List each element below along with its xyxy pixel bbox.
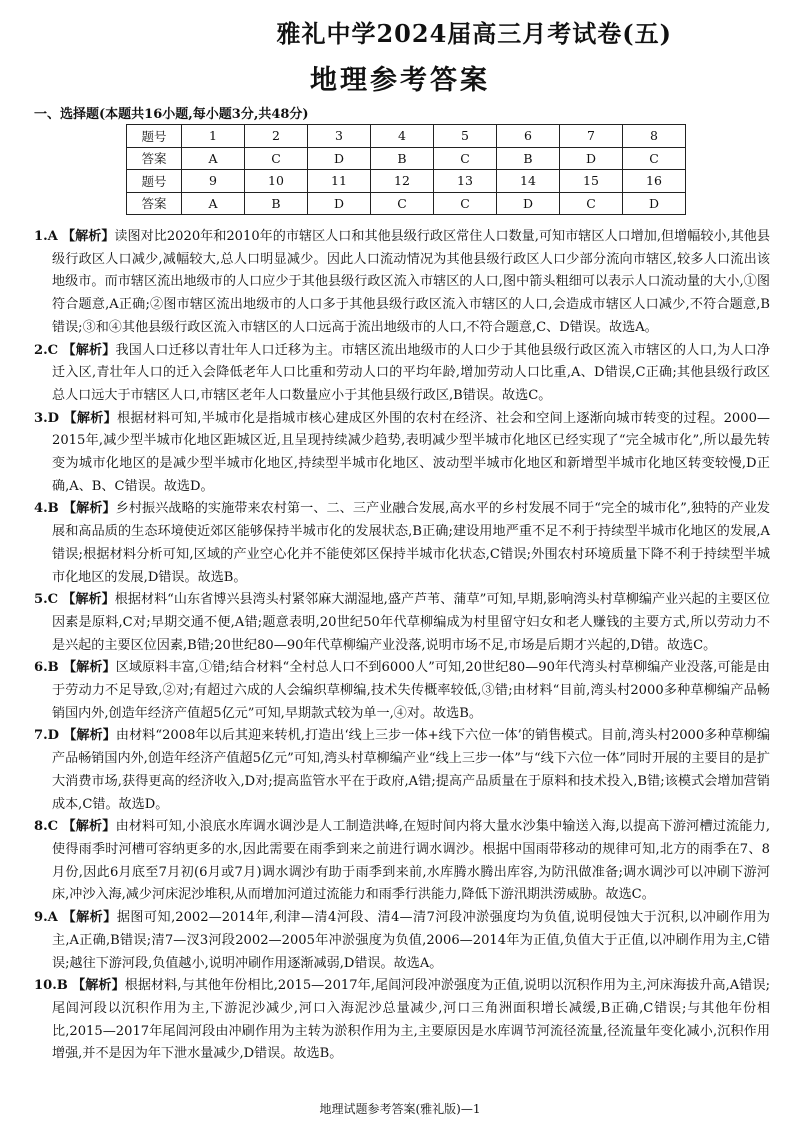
table-cell: 12 [371, 170, 434, 193]
question-number: 6.B [34, 660, 59, 676]
table-cell: C [371, 192, 434, 215]
explanation-text: 乡村振兴战略的实施带来农村第一、二、三产业融合发展,高水平的乡村发展不同于“完全的城市化”,独特的产业发展和高品质的生态环境使近郊区能够保持半城市化的发展状态,B正确;建设用地严重不足不利于持续型半城市化地区的发展,A错误;根据材料分析可知,区域的产业空心化并不能使郊区保持半城市化状态,C错误;外围农村环境质量下降不利于持续型半城市化地区的发展,D错误。故选B。 [52, 501, 770, 585]
explanation-item [34, 340, 770, 408]
analysis-tag: 【解析】 [63, 410, 118, 426]
explanation-text: 我国人口迁移以青壮年人口迁移为主。市辖区流出地级市的人口少于其他县级行政区流入市辖区的人口,为人口净迁入区,青壮年人口的迁入会降低老年人口比重和劳动人口的平均年龄,增加劳动人口比重,A、D错误,C正确;其他县级行政区总人口远大于市辖区人口,市辖区老年人口数量应小于其他县级行政区,B错误。故选C。 [52, 342, 770, 403]
table-cell: 15 [560, 170, 623, 193]
table-row [127, 192, 686, 215]
question-number: 7.D [34, 728, 60, 744]
question-number: 4.B [34, 501, 59, 517]
table-cell: 10 [245, 170, 308, 193]
explanation-text: 由材料可知,小浪底水库调水调沙是人工制造洪峰,在短时间内将大量水沙集中输送入海,以提高下游河槽过流能力,使得雨季时河槽可容纳更多的水,因此需要在雨季到来之前进行调水调沙。根据中国雨带移动的规律可知,北方的雨季在7、8月份,因此6月底至7月初(6月或7月)调水调沙有助于雨季到来前,水库腾水腾出库容,为防汛做准备;调水调沙可以冲刷下游河床,冲沙入海,减少河床泥沙堆积,从而增加河道过流能力和雨季行洪能力,降低下游汛期洪涝威胁。故选C。 [52, 819, 771, 903]
analysis-tag: 【解析】 [62, 229, 115, 244]
explanation-text: 根据材料可知,半城市化是指城市核心建成区外围的农村在经济、社会和空间上逐渐向城市转变的过程。2000—2015年,减少型半城市化地区距城区近,且呈现持续减少趋势,表明减少型半城市化地区已经实现了“完全城市化”,所以最先转变为城市化地区的是减少型半城市化地区,持续型半城市化地区、波动型半城市化地区和新增型半城市化地区转变较慢,D正确,A、B、C错误。故选D。 [52, 410, 771, 494]
table-cell: 4 [371, 125, 434, 148]
table-cell: C [434, 147, 497, 170]
table-row [127, 125, 686, 148]
analysis-tag: 【解析】 [62, 342, 116, 358]
explanation-item [34, 589, 770, 657]
explanation-text: 区域原料丰富,①错;结合材料“全村总人口不到6000人”可知,20世纪80—90年代湾头村草柳编产业没落,可能是由于劳动力不足导致,②对;有超过六成的人会编织草柳编,技术失传概率较低,③错;由材料“目前,湾头村2000多种草柳编产品畅销国内外,创造年经济产值超5亿元”可知,早期款式较为单一,④对。故选B。 [52, 660, 770, 721]
table-cell: C [245, 147, 308, 170]
explanation-item [34, 907, 770, 975]
table-cell: B [497, 147, 560, 170]
table-cell: C [623, 147, 686, 170]
explanation-text: 由材料“2008年以后其迎来转机,打造出‘线上三步一体+线下六位一体’的销售模式。目前,湾头村2000多种草柳编产品畅销国内外,创造年经济产值超5亿元”可知,湾头村草柳编产业“线上三步一体”与“线下六位一体”同时开展的主要目的是扩大消费市场,获得更高的经济收入,D对;提高监管水平在于政府,A错;提高产品质量在于原料和技术投入,B错;该模式会增加营销成本,C错。故选D。 [52, 728, 770, 812]
question-number: 2.C [34, 342, 59, 358]
table-cell: B [245, 192, 308, 215]
table-cell: 8 [623, 125, 686, 148]
explanation-text: 据图可知,2002—2014年,利津—清4河段、清4—清7河段冲淤强度均为负值,说明侵蚀大于沉积,以冲刷作用为主,A正确,B错误;清7—汊3河段2002—2005年冲淤强度为负值,2006—2014年为正值,负值大于正值,以冲刷作用为主,C错误;越往下游河段,负值越小,说明冲刷作用逐渐减弱,D错误。故选A。 [52, 910, 771, 971]
table-cell: A [182, 147, 245, 170]
table-cell: A [182, 192, 245, 215]
explanation-item [34, 408, 770, 499]
table-row [127, 147, 686, 170]
explanation-item [34, 975, 770, 1066]
analysis-tag: 【解析】 [62, 592, 115, 608]
table-cell: C [434, 192, 497, 215]
question-number: 3.D [34, 410, 60, 426]
explanation-text: 根据材料“山东省博兴县湾头村紧邻麻大湖湿地,盛产芦苇、蒲草”可知,早期,影响湾头村草柳编产业兴起的主要区位因素是原料,C对;早期交通不便,A错;题意表明,20世纪50年代草柳编成为村里留守妇女和老人赚钱的主要方式,所以劳动力不是兴起的主要区位因素,B错;20世纪80—90年代草柳编产业没落,说明市场不足,市场是后期才兴起的,D错。故选C。 [52, 592, 771, 653]
question-number: 1.A [34, 229, 58, 244]
explanation-item [34, 498, 770, 589]
table-row-header: 题号 [127, 170, 182, 193]
explanation-text: 读图对比2020年和2010年的市辖区人口和其他县级行政区常住人口数量,可知市辖区人口增加,但增幅较小,其他县级行政区人口减少,减幅较大,总人口明显减少。因此人口流动情况为其他县级行政区人口少部分流向市辖区,较多人口流出该地级市。而市辖区流出地级市的人口应少于其他县级行政区流入市辖区的人口,图中箭头粗细可以表示人口流动量的大小,①图符合题意,A正确;②图市辖区流出地级市的人口多于其他县级行政区流入市辖区的人口,会造成市辖区人口减少,不符合题意,B错误;③和④其他县级行政区流入市辖区的人口远高于流出地级市的人口,不符合题意,C、D错误。故选A。 [52, 229, 770, 335]
table-cell: D [497, 192, 560, 215]
question-number: 10.B [34, 978, 68, 994]
explanation-item [34, 226, 770, 340]
question-number: 8.C [34, 819, 59, 835]
table-cell: 11 [308, 170, 371, 193]
question-number: 9.A [34, 910, 58, 926]
explanation-text: 根据材料,与其他年份相比,2015—2017年,尾闾河段冲淤强度为正值,说明以沉积作用为主,河床海拔升高,A错误;尾闾河段以沉积作用为主,下游泥沙减少,河口入海泥沙总量减少,河口三角洲面积增长减缓,B正确,C错误;与其他年份相比,2015—2017年尾闾河段由冲刷作用为主转为淤积作用为主,主要原因是水库调节河流径流量,径流量年变化减小,沉积作用增强,并不是因为年下泄水量减少,D错误。故选B。 [52, 978, 771, 1062]
table-cell: 3 [308, 125, 371, 148]
question-number: 5.C [34, 592, 59, 608]
subject-title: 地理参考答案 [310, 65, 490, 96]
table-row [127, 170, 686, 193]
explanation-item [34, 657, 770, 725]
table-cell: D [623, 192, 686, 215]
analysis-tag: 【解析】 [62, 819, 116, 835]
table-cell: 14 [497, 170, 560, 193]
table-cell: 6 [497, 125, 560, 148]
analysis-tag: 【解析】 [72, 978, 125, 994]
analysis-tag: 【解析】 [63, 728, 116, 744]
table-row-header: 答案 [127, 192, 182, 215]
table-cell: 13 [434, 170, 497, 193]
analysis-tag: 【解析】 [63, 660, 116, 676]
table-cell: D [308, 192, 371, 215]
section-heading: 一、选择题(本题共16小题,每小题3分,共48分) [34, 107, 309, 122]
table-cell: 9 [182, 170, 245, 193]
table-cell: 2 [245, 125, 308, 148]
table-cell: 5 [434, 125, 497, 148]
table-cell: D [560, 147, 623, 170]
table-row-header: 题号 [127, 125, 182, 148]
exam-title: 雅礼中学2024届高三月考试卷(五) [276, 19, 672, 48]
table-cell: C [560, 192, 623, 215]
answer-table [126, 124, 686, 215]
explanation-item [34, 725, 770, 816]
table-row-header: 答案 [127, 147, 182, 170]
analysis-tag: 【解析】 [62, 910, 117, 926]
table-cell: 7 [560, 125, 623, 148]
table-cell: 16 [623, 170, 686, 193]
table-cell: B [371, 147, 434, 170]
explanation-item [34, 816, 770, 907]
explanation-list [34, 226, 770, 1066]
analysis-tag: 【解析】 [63, 501, 116, 517]
table-cell: 1 [182, 125, 245, 148]
table-cell: D [308, 147, 371, 170]
page-footer: 地理试题参考答案(雅礼版)—1 [319, 1102, 481, 1116]
